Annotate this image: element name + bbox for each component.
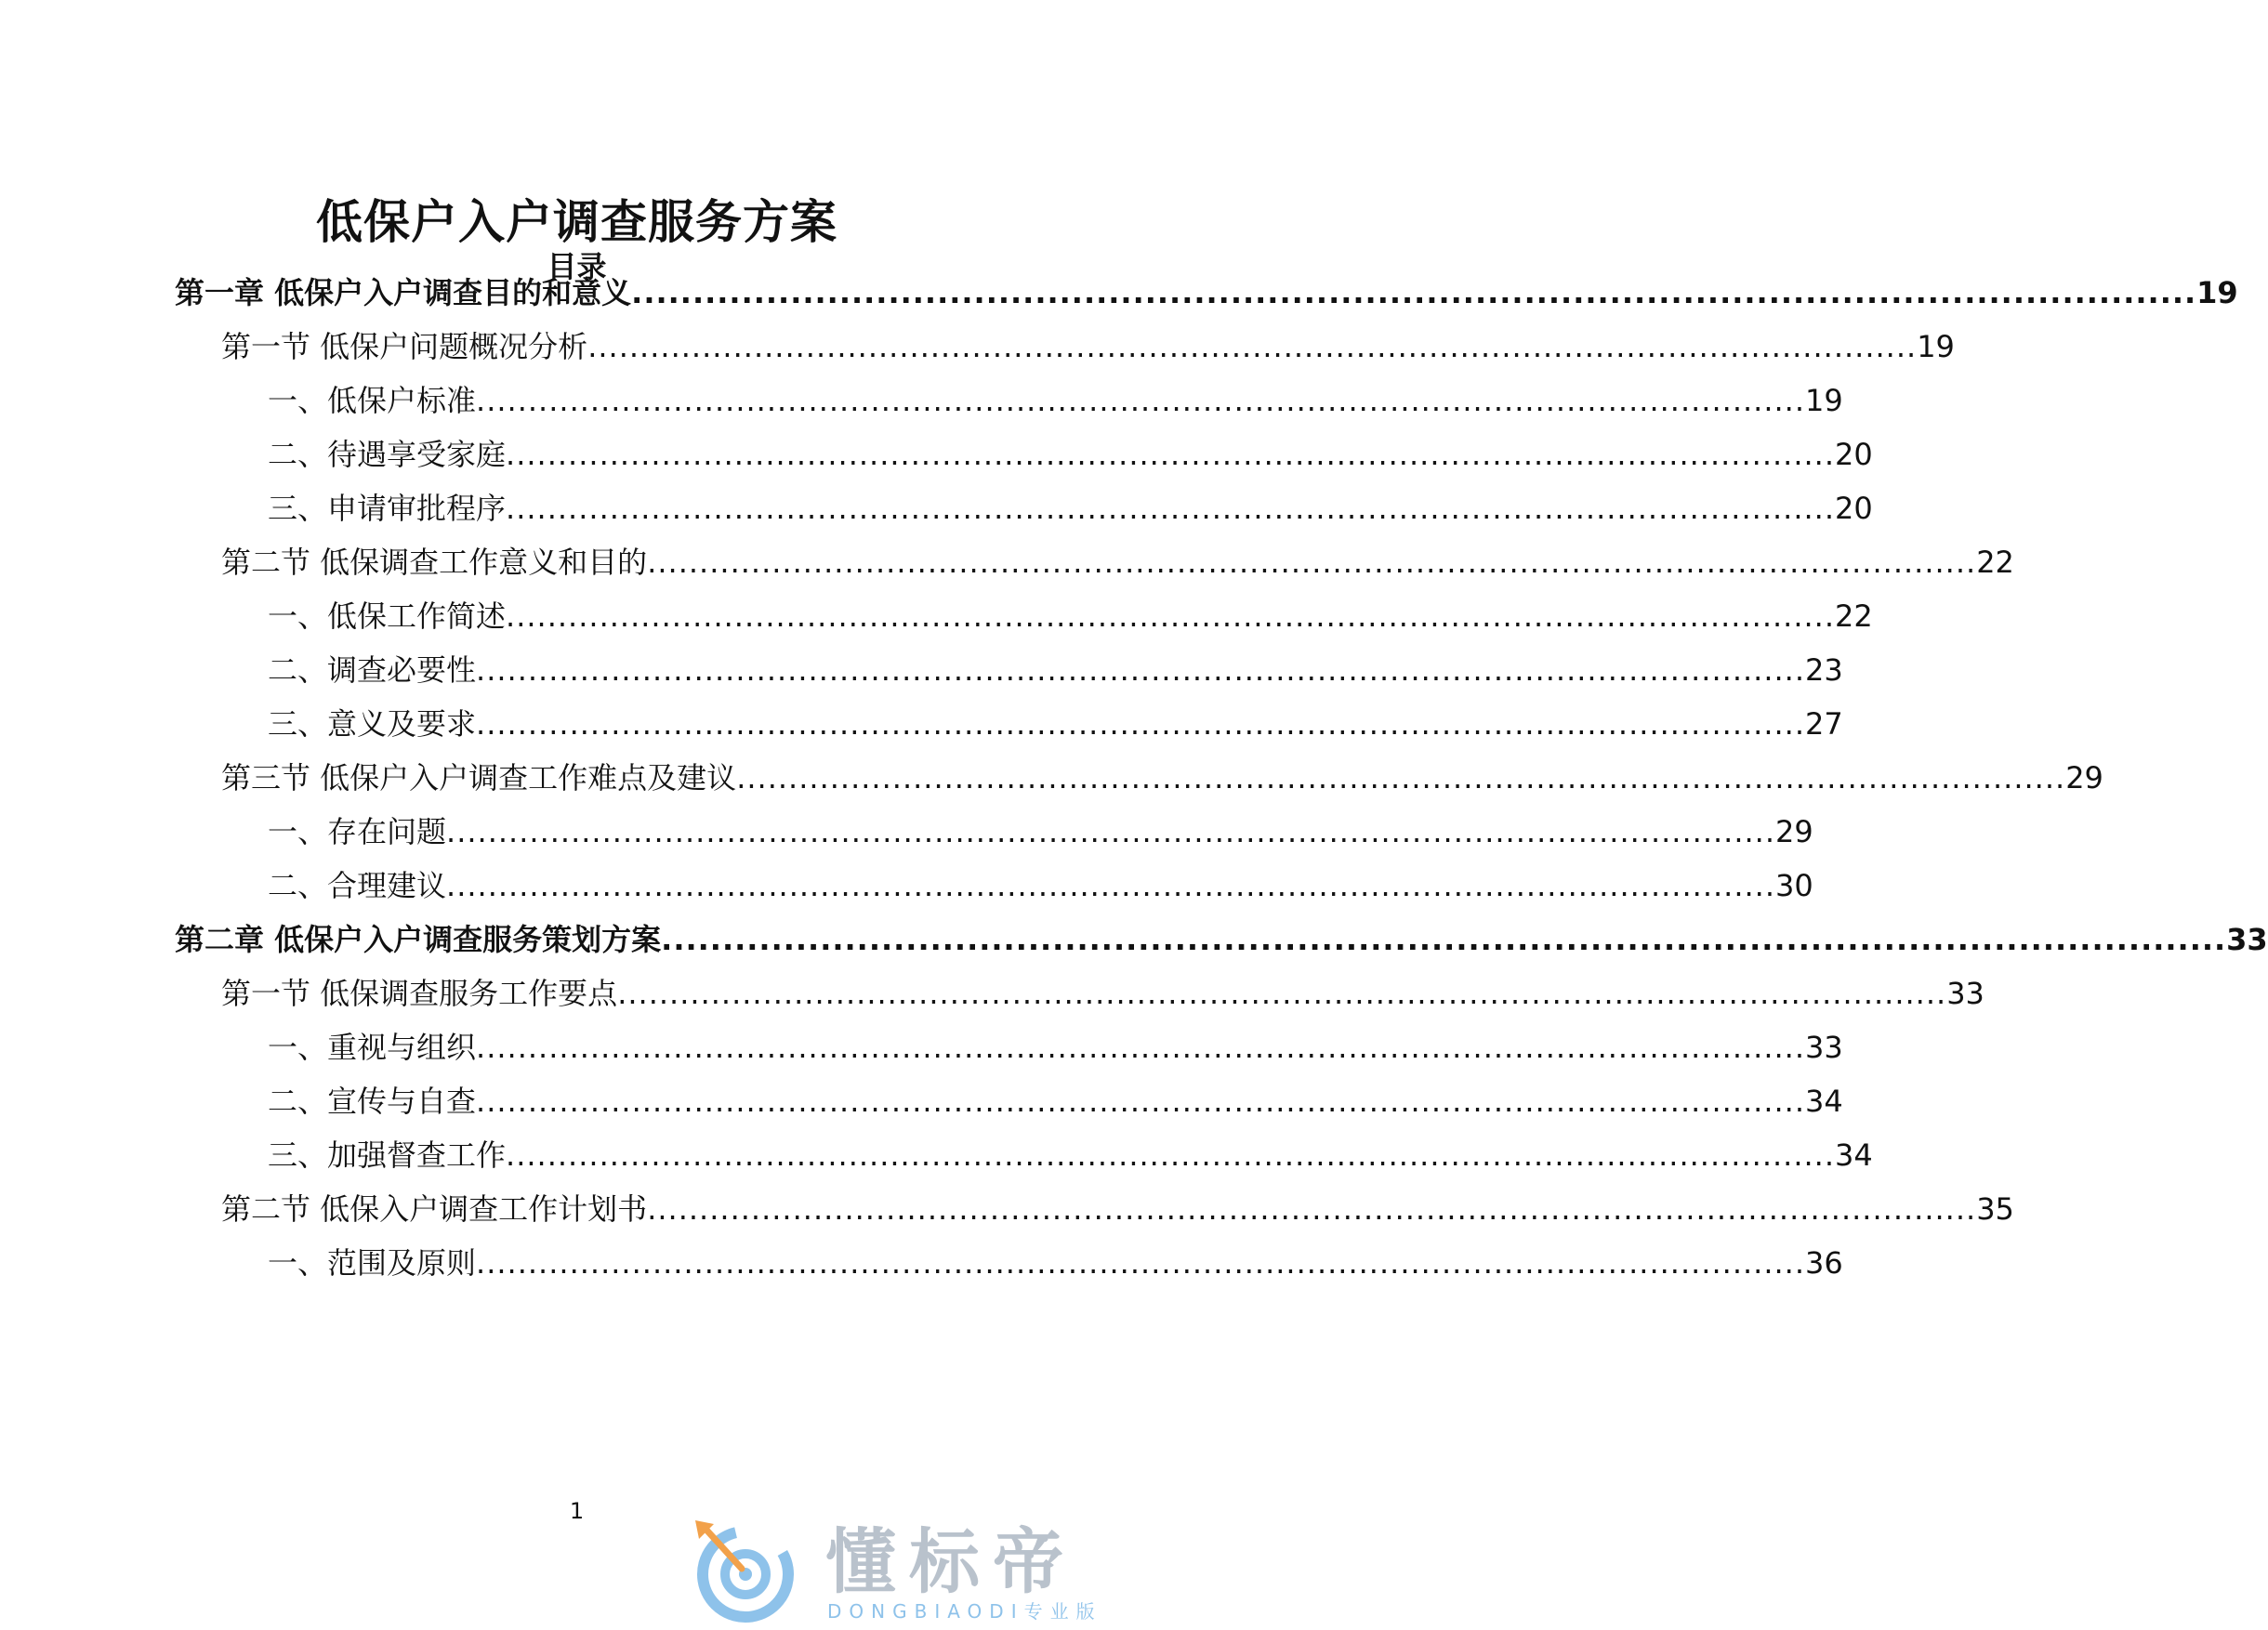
toc-entry-section[interactable] [221, 323, 1955, 370]
toc-entry-label: 一、重视与组织 [268, 1030, 477, 1065]
toc-entry-page: 22 [1976, 545, 2014, 580]
toc-entry-chapter-2[interactable] [175, 916, 2268, 963]
toc-dot-leader: ................................................................................................................................ [661, 922, 2227, 957]
toc-dot-leader: ................................................................................................................................ [587, 329, 1918, 364]
toc-entry-subsection[interactable] [268, 431, 1873, 478]
toc-entry-label: 第二节 低保入户调查工作计划书 [221, 1191, 648, 1227]
toc-entry-section[interactable] [221, 970, 1984, 1017]
toc-dot-leader: ................................................................................................................................ [631, 275, 2197, 310]
toc-entry-subsection[interactable] [268, 1024, 1843, 1071]
toc-entry-page: 33 [2226, 922, 2268, 957]
toc-entry-page: 19 [1805, 383, 1843, 418]
toc-dot-leader: ................................................................................................................................ [506, 491, 1836, 526]
watermark-brand-subtitle: DONGBIAODI专业版 [827, 1600, 1102, 1623]
toc-heading: 目录 [547, 249, 607, 284]
toc-dot-leader: ................................................................................................................................ [736, 760, 2066, 795]
toc-entry-label: 一、低保工作简述 [268, 598, 507, 634]
toc-entry-label: 二、调查必要性 [268, 652, 477, 688]
toc-entry-label: 一、低保户标准 [268, 383, 477, 418]
page-number: 1 [569, 1498, 585, 1524]
toc-entry-page: 19 [2196, 275, 2238, 310]
toc-entry-chapter-1[interactable] [175, 269, 2238, 316]
toc-dot-leader: ................................................................................................................................ [506, 437, 1836, 472]
toc-entry-page: 20 [1835, 491, 1873, 526]
toc-entry-subsection[interactable] [268, 1078, 1843, 1124]
toc-entry-page: 20 [1835, 437, 1873, 472]
toc-entry-section[interactable] [221, 539, 2014, 585]
toc-entry-label: 一、存在问题 [268, 814, 447, 849]
toc-entry-page: 35 [1976, 1191, 2014, 1227]
toc-dot-leader: ................................................................................................................................ [647, 1191, 1977, 1227]
toc-entry-label: 二、宣传与自查 [268, 1084, 477, 1119]
watermark-logo [688, 1517, 1134, 1621]
toc-entry-page: 29 [1775, 814, 1813, 849]
toc-entry-label: 第一章 低保户入户调查目的和意义 [175, 275, 632, 310]
toc-entry-label: 第二章 低保户入户调查服务策划方案 [175, 922, 662, 957]
toc-entry-page: 34 [1805, 1084, 1843, 1119]
toc-entry-subsection[interactable] [268, 1240, 1843, 1286]
toc-entry-page: 34 [1835, 1137, 1873, 1173]
toc-entry-page: 29 [2065, 760, 2103, 795]
toc-entry-page: 36 [1805, 1245, 1843, 1281]
toc-entry-label: 三、加强督查工作 [268, 1137, 507, 1173]
toc-entry-page: 27 [1805, 706, 1843, 742]
toc-dot-leader: ................................................................................................................................ [476, 706, 1806, 742]
toc-entry-page: 30 [1775, 868, 1813, 903]
toc-dot-leader: ................................................................................................................................ [446, 814, 1776, 849]
toc-entry-subsection[interactable] [268, 1132, 1873, 1178]
toc-dot-leader: ................................................................................................................................ [476, 383, 1806, 418]
toc-dot-leader: ................................................................................................................................ [506, 1137, 1836, 1173]
toc-entry-label: 第一节 低保调查服务工作要点 [221, 976, 618, 1011]
toc-entry-subsection[interactable] [268, 862, 1813, 909]
toc-entry-label: 二、待遇享受家庭 [268, 437, 507, 472]
toc-dot-leader: ................................................................................................................................ [446, 868, 1776, 903]
toc-dot-leader: ................................................................................................................................ [476, 652, 1806, 688]
toc-dot-leader: ................................................................................................................................ [617, 976, 1947, 1011]
toc-entry-label: 三、意义及要求 [268, 706, 477, 742]
toc-entry-page: 33 [1946, 976, 1984, 1011]
toc-entry-subsection[interactable] [268, 808, 1813, 855]
document-title: 低保户入户调查服务方案 [316, 194, 837, 249]
toc-entry-label: 一、范围及原则 [268, 1245, 477, 1281]
toc-dot-leader: ................................................................................................................................ [647, 545, 1977, 580]
toc-entry-subsection[interactable] [268, 485, 1873, 532]
toc-dot-leader: ................................................................................................................................ [506, 598, 1836, 634]
toc-entry-subsection[interactable] [268, 593, 1873, 639]
toc-dot-leader: ................................................................................................................................ [476, 1245, 1806, 1281]
toc-entry-page: 23 [1805, 652, 1843, 688]
toc-dot-leader: ................................................................................................................................ [476, 1030, 1806, 1065]
toc-entry-label: 第二节 低保调查工作意义和目的 [221, 545, 648, 580]
toc-entry-label: 第一节 低保户问题概况分析 [221, 329, 588, 364]
toc-entry-label: 三、申请审批程序 [268, 491, 507, 526]
toc-entry-page: 19 [1917, 329, 1955, 364]
target-arrow-icon [688, 1517, 799, 1621]
toc-entry-page: 22 [1835, 598, 1873, 634]
toc-entry-section[interactable] [221, 1186, 2014, 1232]
watermark-brand-name: 懂标帝 [825, 1520, 1076, 1603]
toc-dot-leader: ................................................................................................................................ [476, 1084, 1806, 1119]
toc-entry-subsection[interactable] [268, 701, 1843, 747]
toc-entry-section[interactable] [221, 755, 2103, 801]
toc-entry-subsection[interactable] [268, 377, 1843, 424]
toc-entry-label: 第三节 低保户入户调查工作难点及建议 [221, 760, 737, 795]
toc-entry-subsection[interactable] [268, 647, 1843, 693]
toc-entry-label: 二、合理建议 [268, 868, 447, 903]
toc-entry-page: 33 [1805, 1030, 1843, 1065]
